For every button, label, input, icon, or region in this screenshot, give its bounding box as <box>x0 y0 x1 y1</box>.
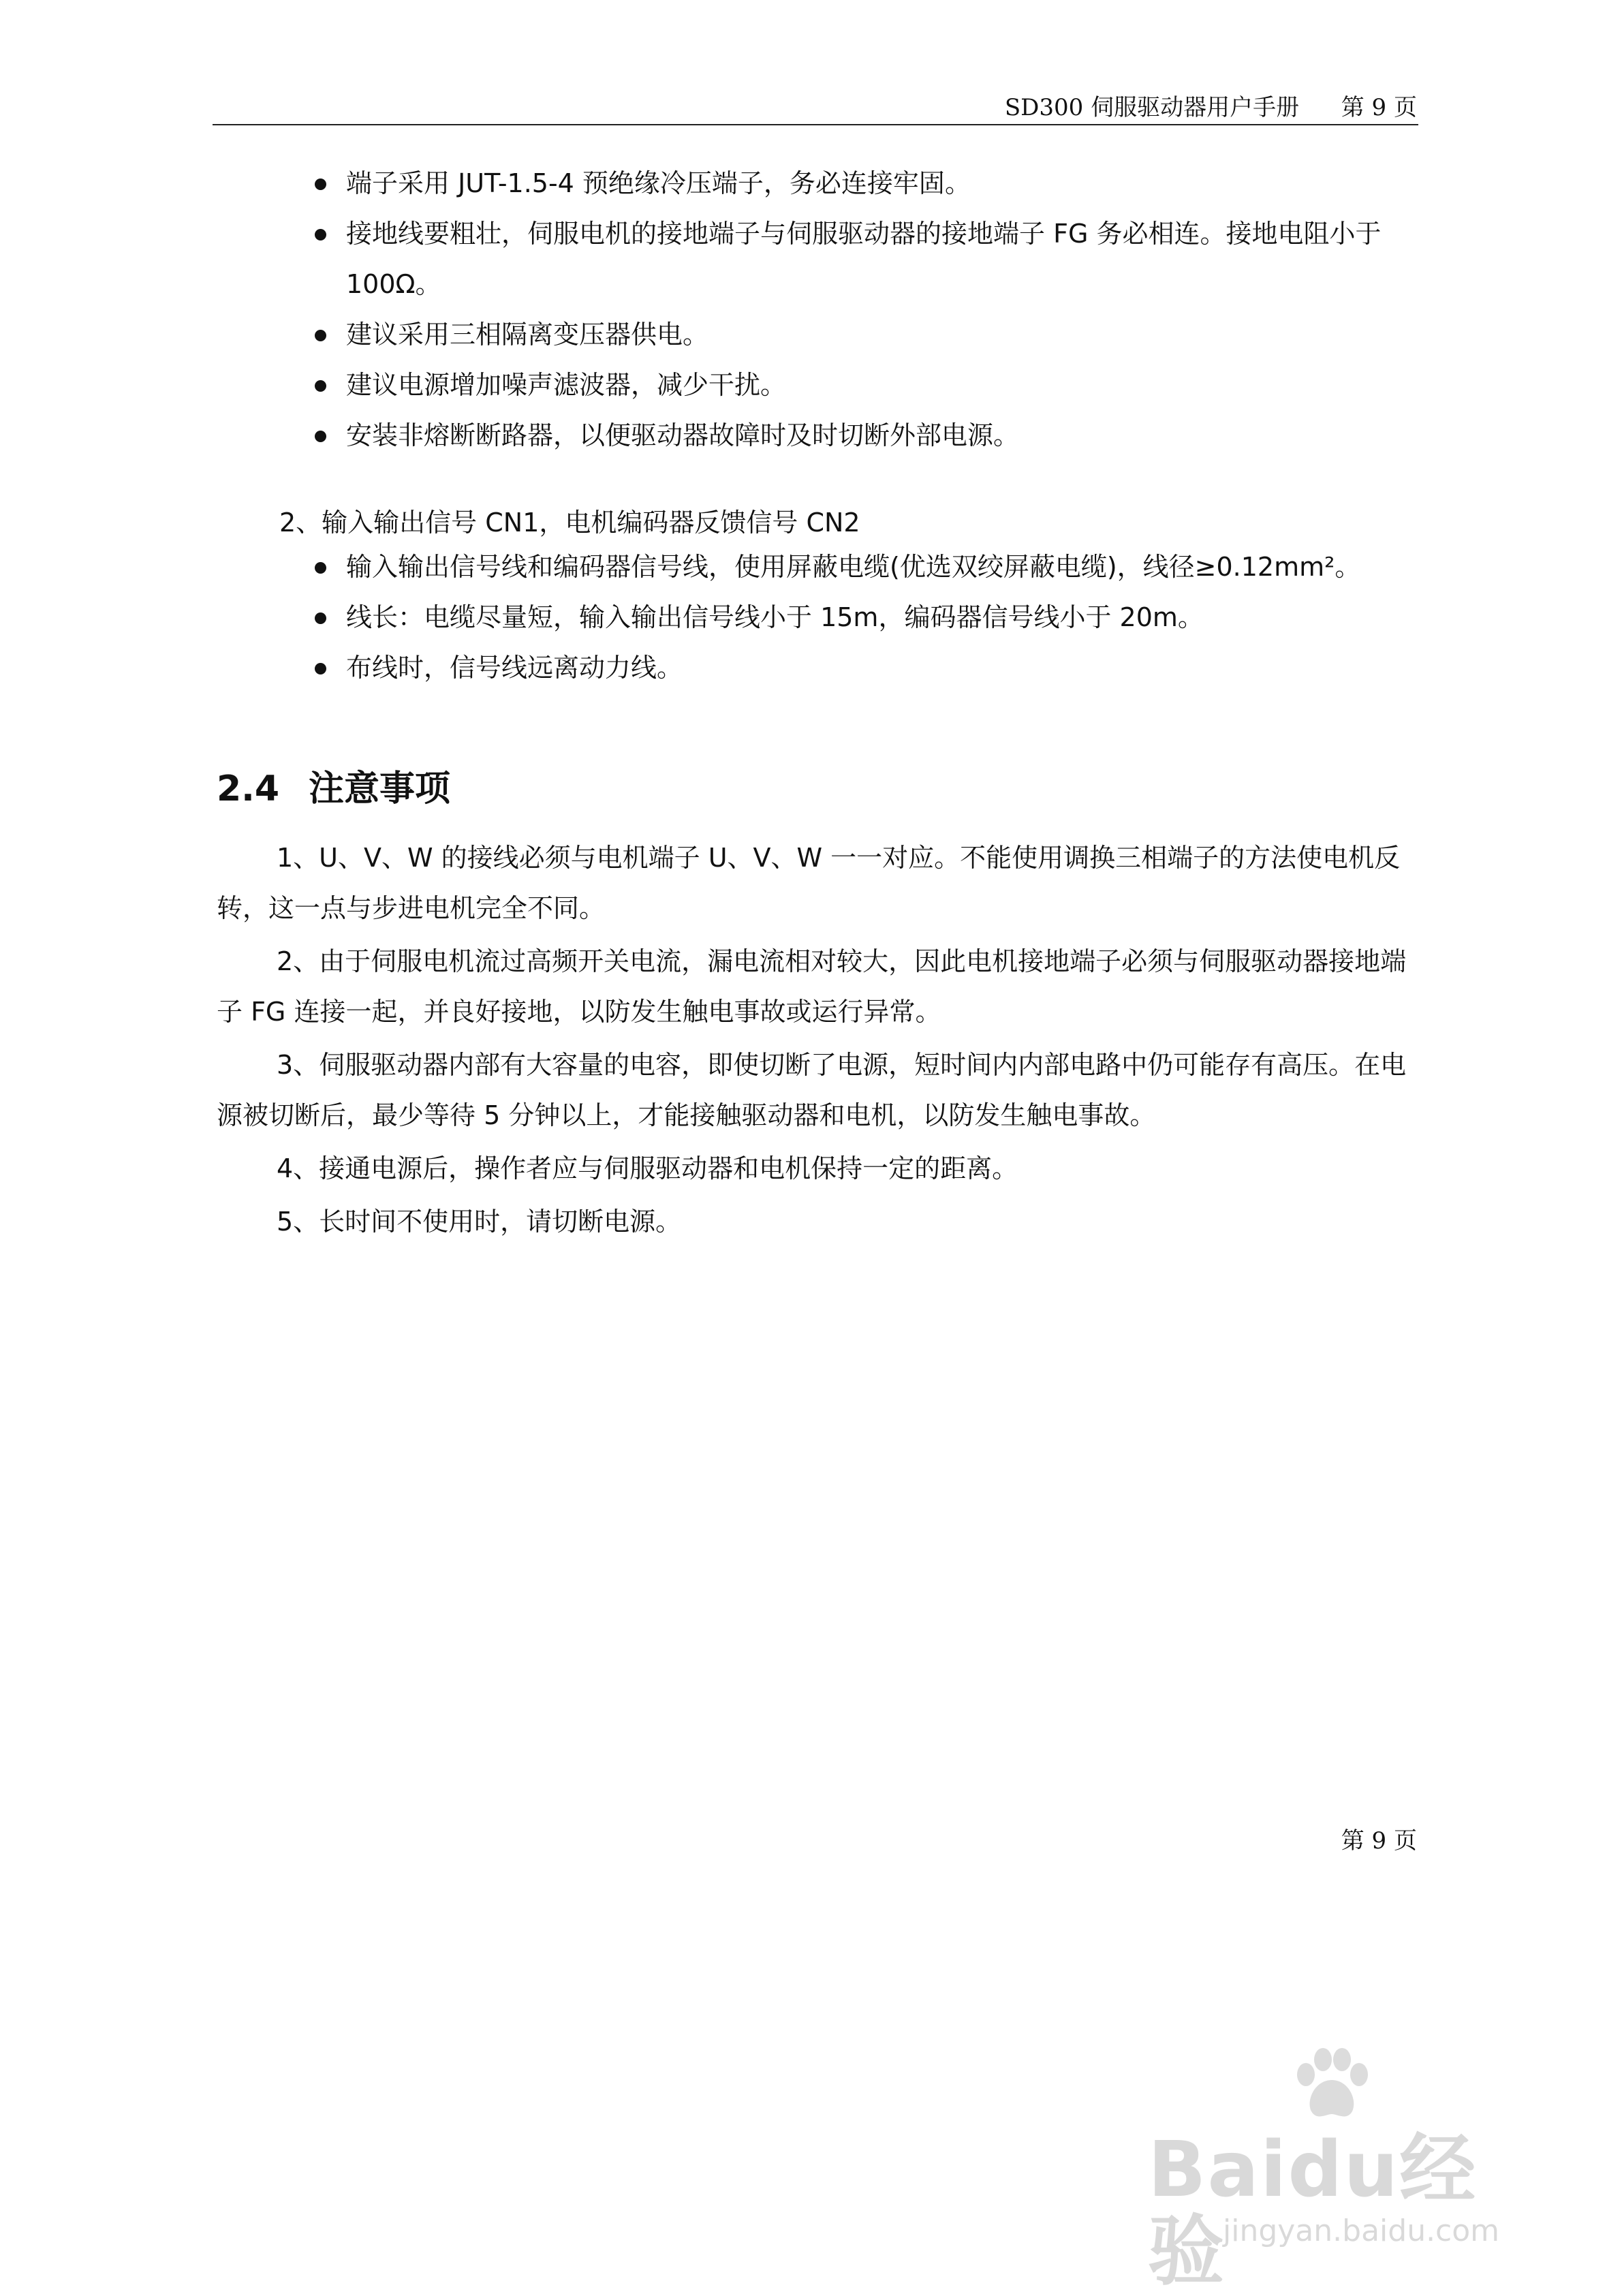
section-number: 2.4 <box>217 769 280 809</box>
bullet-icon <box>315 380 326 392</box>
power-wiring-notes <box>315 158 1418 461</box>
list-item: 接地线要粗壮，伺服电机的接地端子与伺服驱动器的接地端子 FG 务必相连。接地电阻小于 100Ω。 <box>315 208 1418 309</box>
watermark-url: jingyan.baidu.com <box>1223 2214 1500 2248</box>
bullet-icon <box>315 330 326 341</box>
bullet-icon <box>315 431 326 442</box>
header-rule <box>213 124 1418 125</box>
watermark <box>1148 2047 1529 2296</box>
paragraph: 1、U、V、W 的接线必须与电机端子 U、V、W 一一对应。不能使用调换三相端子的方法使电机反转，这一点与步进电机完全不同。 <box>217 843 1401 923</box>
bullet-icon <box>315 229 326 241</box>
paragraph: 5、长时间不使用时，请切断电源。 <box>277 1207 682 1237</box>
precautions-body <box>217 833 1418 1250</box>
section-heading: 注意事项 <box>309 769 451 809</box>
list-item: 输入输出信号线和编码器信号线，使用屏蔽电缆(优选双绞屏蔽电缆)，线径≥0.12mm²。 <box>315 542 1418 592</box>
paragraph: 3、伺服驱动器内部有大容量的电容，即使切断了电源，短时间内内部电路中仍可能存有高压。在电源被切断后，最少等待 5 分钟以上，才能接触驱动器和电机，以防发生触电事故。 <box>217 1050 1407 1130</box>
paw-icon <box>1291 2047 1373 2122</box>
list-item: 建议采用三相隔离变压器供电。 <box>315 309 1418 360</box>
header-page-number: 第 9 页 <box>1341 94 1417 121</box>
bullet-icon <box>315 663 326 674</box>
paragraph: 4、接通电源后，操作者应与伺服驱动器和电机保持一定的距离。 <box>277 1153 1018 1183</box>
signal-wiring-notes <box>315 542 1418 693</box>
paragraph: 2、由于伺服电机流过高频开关电流，漏电流相对较大，因此电机接地端子必须与伺服驱动器接地端子 FG 连接一起，并良好接地，以防发生触电事故或运行异常。 <box>217 946 1407 1027</box>
section-title <box>217 765 450 813</box>
page-header <box>213 93 1417 123</box>
footer-page-number: 第 9 页 <box>1341 1827 1417 1855</box>
watermark-brand: Baidu经验 <box>1148 2126 1478 2296</box>
list-item: 建议电源增加噪声滤波器，减少干扰。 <box>315 360 1418 410</box>
list-item: 线长：电缆尽量短，输入输出信号线小于 15m，编码器信号线小于 20m。 <box>315 592 1418 642</box>
bullet-icon <box>315 179 326 190</box>
list-item: 安装非熔断断路器，以便驱动器故障时及时切断外部电源。 <box>315 410 1418 461</box>
bullet-icon <box>315 612 326 624</box>
list-item: 端子采用 JUT-1.5-4 预绝缘冷压端子，务必连接牢固。 <box>315 158 1418 208</box>
bullet-icon <box>315 562 326 574</box>
header-title: SD300 伺服驱动器用户手册 <box>1004 94 1300 121</box>
signal-section-heading: 2、输入输出信号 CN1，电机编码器反馈信号 CN2 <box>279 508 860 538</box>
list-item: 布线时，信号线远离动力线。 <box>315 642 1418 693</box>
